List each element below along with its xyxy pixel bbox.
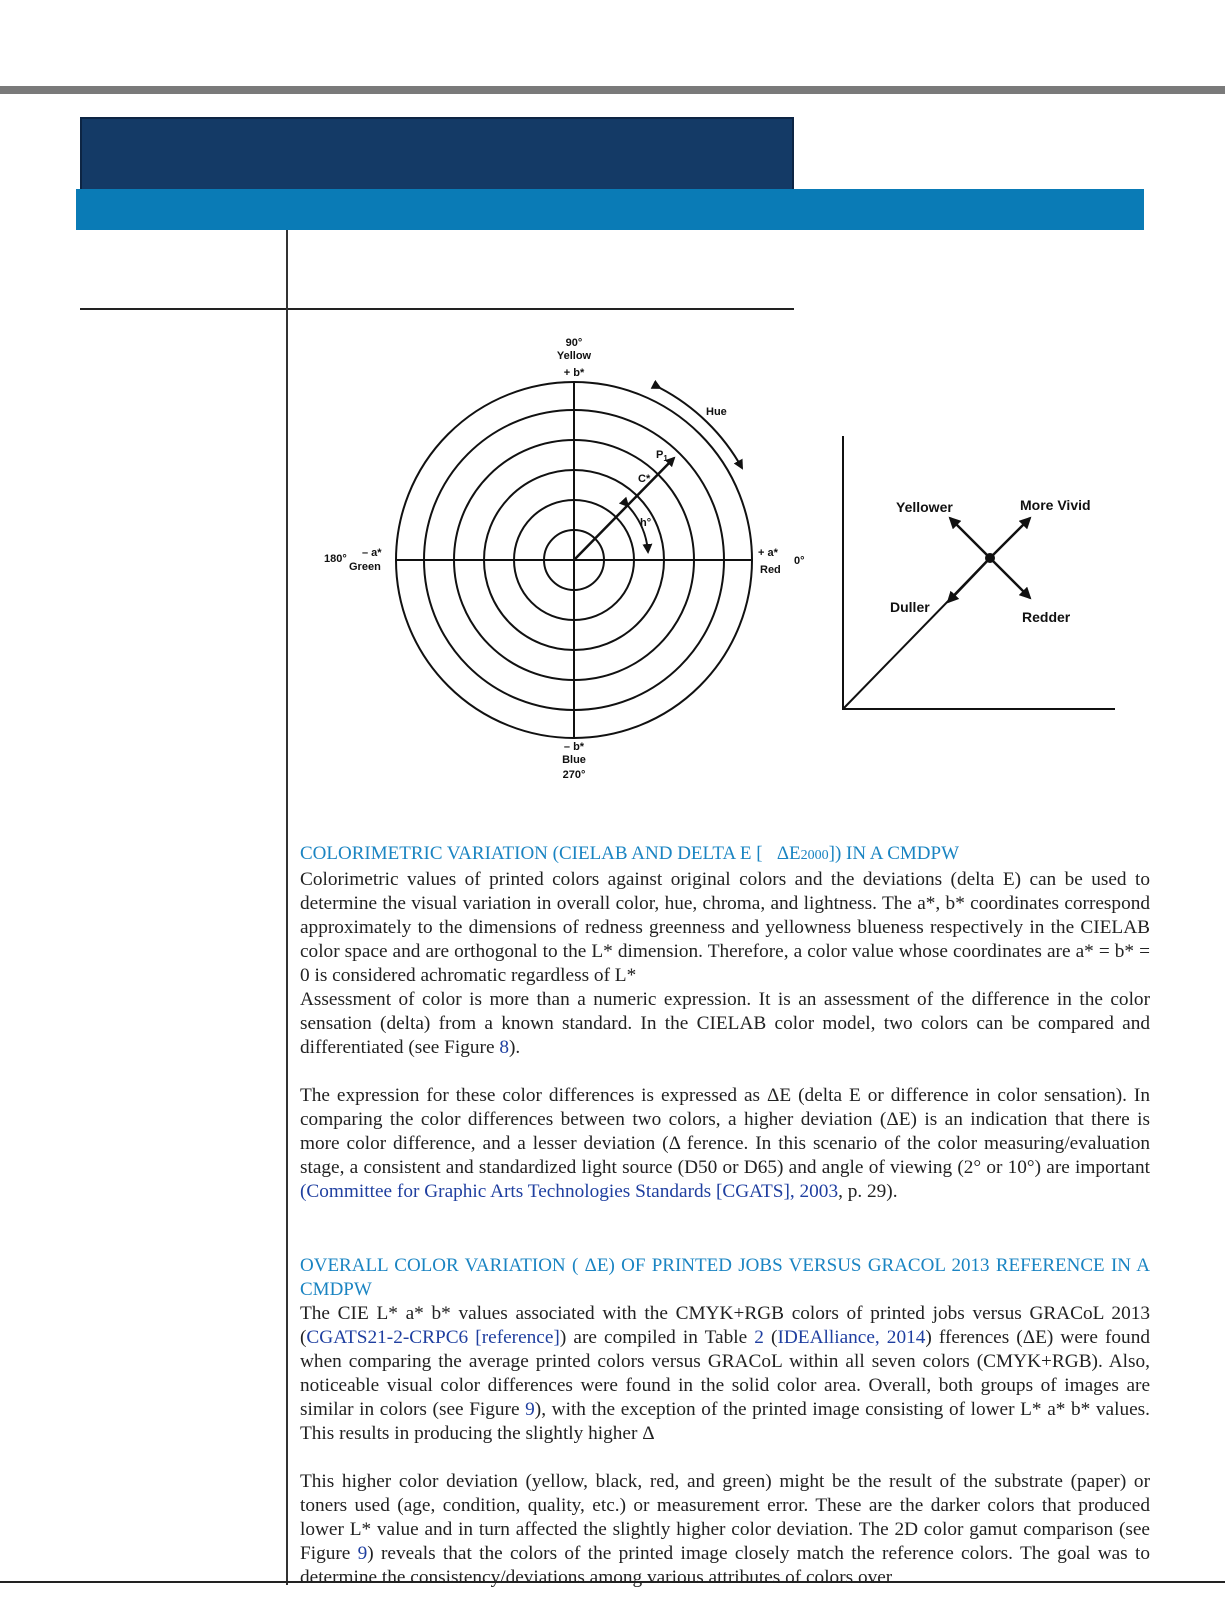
label-right-color: Red xyxy=(760,564,781,576)
cgats-citation-link[interactable]: (Committee for Graphic Arts Technologies Standards [CGATS], 2003 xyxy=(300,1181,839,1202)
paragraph-colorimetric-values: Colorimetric values of printed colors against original colors and the deviations (delta E) can be used to determine the visual variation in overall color, hue, chroma, and lightness. The a*, b* coordinates correspond approximately to the dimensions of redness greenness and yellowness blueness respectively in the CIELAB color space and are orthogonal to the L* dimension. Therefore, a color value whose coordinates are a* = b* = 0 is considered achromatic regardless of L* xyxy=(300,869,1150,986)
cielab-wheel-figure xyxy=(316,330,826,810)
cgats21-reference-link[interactable]: CGATS21-2-CRPC6 [reference] xyxy=(306,1327,560,1348)
label-chroma: C* xyxy=(638,473,651,485)
section-overall-variation xyxy=(300,1254,1150,1614)
figure-9-link-2[interactable]: 9 xyxy=(357,1543,368,1564)
figure-9-link[interactable]: 9 xyxy=(525,1399,535,1420)
paragraph-cie-values: The CIE L* a* b* values associated with the CMYK+RGB colors of printed jobs versus GRACoL 2013 (CGATS21-2-CRPC6 [reference]) are compiled in Table 2 (IDEAlliance, 2014) fferences (ΔE) were found when comparing the average printed colors versus GRACoL within all seven colors (CMYK+RGB). Also, noticeable visual color differences were found in the solid color area. Overall, both groups of images are similar in colors (see Figure 9), with the exception of the printed image consisting of lower L* a* b* values. This results in producing the slightly higher Δ xyxy=(300,1303,1150,1444)
content-rule xyxy=(288,308,794,310)
label-bottom-color: Blue xyxy=(562,754,586,766)
section-colorimetric xyxy=(300,842,1150,1228)
label-hue: Hue xyxy=(706,406,727,418)
column-divider xyxy=(286,230,288,1585)
label-hue-angle: h° xyxy=(640,517,652,529)
color-direction-figure xyxy=(840,430,1125,720)
header-blue-band xyxy=(76,189,1144,230)
label-right-angle: 0° xyxy=(794,555,805,567)
arrow-redder xyxy=(990,558,1030,598)
top-rule xyxy=(0,86,1225,94)
hue-angle-arc xyxy=(628,506,648,552)
arrow-yellower xyxy=(950,518,990,558)
arrow-duller xyxy=(948,558,990,602)
arrow-more-vivid xyxy=(990,518,1030,558)
section-heading-colorimetric: COLORIMETRIC VARIATION (CIELAB AND DELTA E [ ΔE2000]) IN A CMDPW xyxy=(300,843,960,864)
label-yellower: Yellower xyxy=(896,499,953,515)
table-2-link[interactable]: 2 xyxy=(754,1327,764,1348)
figure-8-link[interactable]: 8 xyxy=(499,1037,509,1058)
label-left-color: Green xyxy=(349,561,381,573)
label-top-axis: + b* xyxy=(563,367,585,379)
header-dark-panel xyxy=(80,117,794,191)
label-left-axis: – a* xyxy=(362,547,382,559)
sidebar-rule xyxy=(80,308,286,310)
hue-arc-arrow xyxy=(660,388,742,468)
label-right-axis: + a* xyxy=(758,547,778,559)
paragraph-delta-e-expression: The expression for these color differences is expressed as ΔE (delta E or difference in color sensation). In comparing the color differences between two colors, a higher deviation (ΔE) is an indication that there is more color difference, and a lesser deviation (Δ ference. In this scenario of the color measuring/evaluation stage, a consistent and standardized light source (D50 or D65) and angle of viewing (2° or 10°) are important (Committee for Graphic Arts Technologies Standards [CGATS], 2003, p. 29). xyxy=(300,1085,1150,1202)
label-redder: Redder xyxy=(1022,609,1071,625)
chroma-arrow xyxy=(574,458,674,560)
label-top-angle: 90° xyxy=(565,337,583,349)
label-more-vivid: More Vivid xyxy=(1020,497,1091,513)
label-point: $P_1$ xyxy=(656,449,668,463)
label-bottom-axis: – b* xyxy=(563,741,585,753)
section-heading-overall-variation: OVERALL COLOR VARIATION ( ΔE) OF PRINTED JOBS VERSUS GRACOL 2013 REFERENCE IN A CMDPW xyxy=(300,1255,1150,1300)
label-bottom-angle: 270° xyxy=(562,769,586,781)
label-left-angle: 180° xyxy=(324,553,347,565)
idealliance-citation-link[interactable]: IDEAlliance, 2014 xyxy=(777,1327,926,1348)
label-top-color: Yellow xyxy=(556,350,592,362)
paragraph-color-assessment: Assessment of color is more than a numeric expression. It is an assessment of the difference in the color sensation (delta) from a known standard. In the CIELAB color model, two colors can be compared and differentiated (see Figure 8). xyxy=(300,989,1150,1058)
label-duller: Duller xyxy=(890,599,930,615)
paragraph-higher-deviation: This higher color deviation (yellow, black, red, and green) might be the result of the substrate (paper) or toners used (age, condition, quality, etc.) or measurement error. These are the darker colors that produced lower L* value and in turn affected the slightly higher color deviation. The 2D color gamut comparison (see Figure 9) reveals that the colors of the printed image closely match the reference colors. The goal was to determine the consistency/deviations among various attributes of colors over xyxy=(300,1471,1150,1588)
